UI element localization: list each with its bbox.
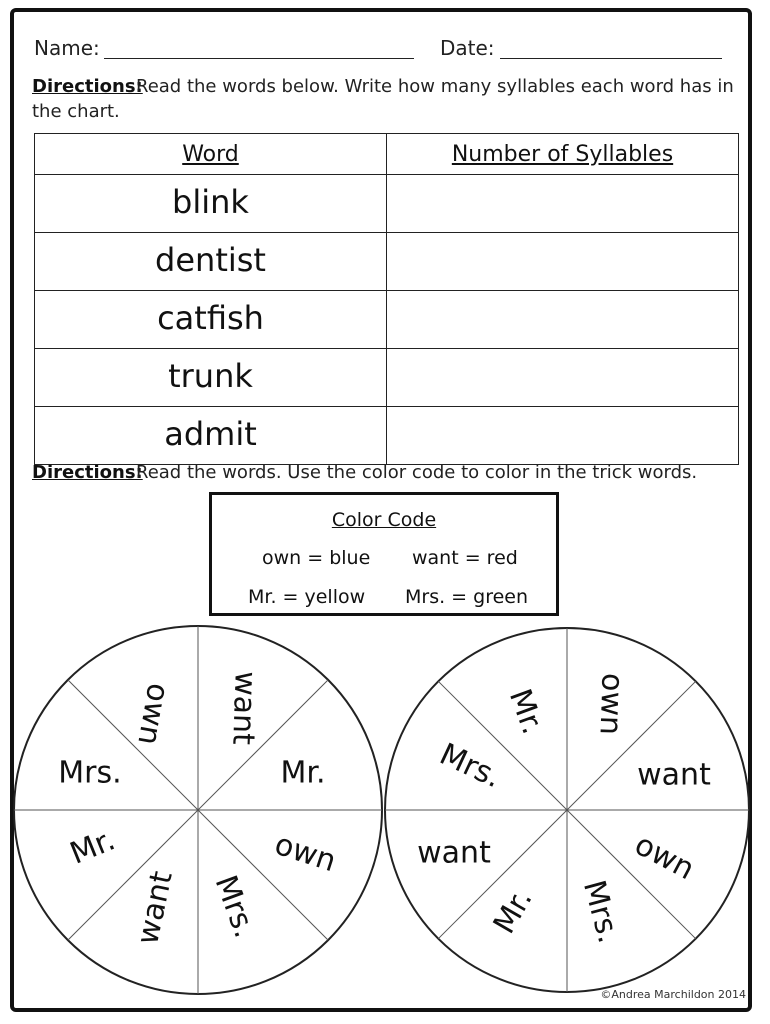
word-cell: catfish [35,291,387,349]
color-code-mr: Mr. = yellow [248,586,366,608]
wheel-word[interactable]: Mr. [501,684,551,739]
word-wheel-left [14,626,382,994]
directions-text-1a: Read the words below. Write how many syllables each word has in [136,76,734,97]
date-label: Date: [440,36,495,60]
wheel-word[interactable]: Mr. [486,883,540,940]
wheel-word[interactable]: Mrs. [58,755,122,791]
word-cell: admit [35,407,387,465]
wheel-word[interactable]: own [270,826,341,880]
directions-label-2: Directions: [32,462,143,483]
word-cell: blink [35,175,387,233]
wheel-word[interactable]: Mr. [65,822,121,872]
wheel-word[interactable]: Mrs. [207,870,263,943]
syllables-column-header: Number of Syllables [387,134,739,175]
wheel-word[interactable]: own [592,672,630,736]
directions-text-1b: the chart. [32,101,120,122]
color-code-title: Color Code [331,509,437,531]
word-column-header: Word [35,134,387,175]
wheel-word[interactable]: want [225,670,263,746]
color-code-want: want = red [412,547,518,569]
word-wheel-right [385,628,749,992]
wheel-word[interactable]: own [130,680,176,748]
directions-label-1: Directions: [32,76,143,97]
directions-text-2: Read the words. Use the color code to color in the trick words. [136,462,698,483]
wheel-word[interactable]: want [130,868,180,948]
wheel-word[interactable]: own [628,827,701,888]
name-label: Name: [34,36,100,60]
word-cell: dentist [35,233,387,291]
copyright-text: ©Andrea Marchildon 2014 [600,988,746,1001]
wheel-word[interactable]: Mrs. [575,876,627,947]
color-code-own: own = blue [262,547,371,569]
wheel-word[interactable]: want [637,757,711,793]
wheel-word[interactable]: Mrs. [434,736,507,796]
wheel-word[interactable]: Mr. [280,755,326,791]
color-code-mrs: Mrs. = green [405,586,529,608]
word-cell: trunk [35,349,387,407]
wheel-word[interactable]: want [417,835,491,871]
